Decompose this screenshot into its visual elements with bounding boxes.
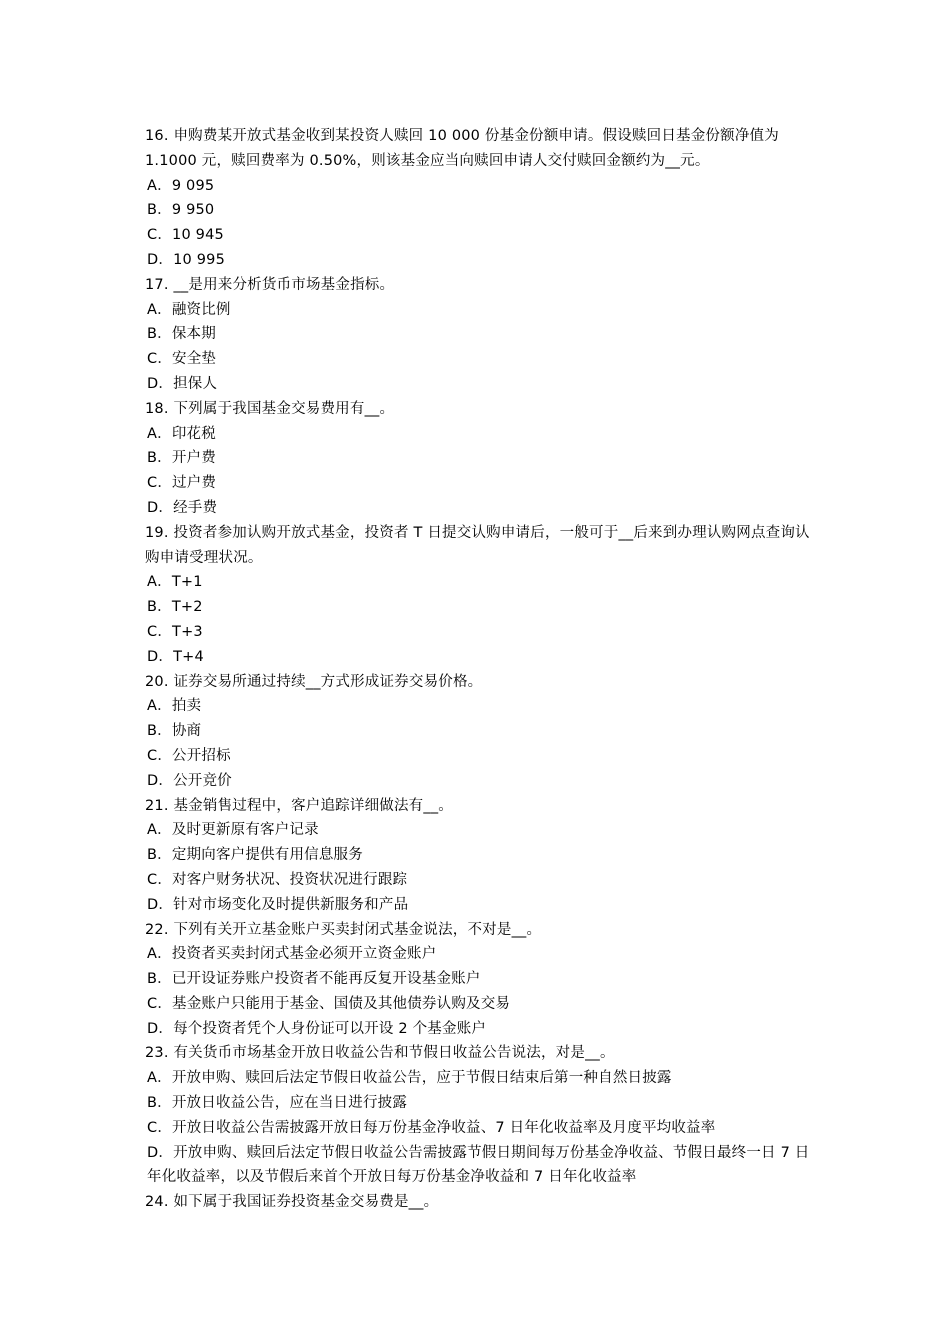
option-text: C．过户费: [147, 475, 217, 492]
option-text: B．协商: [147, 723, 202, 740]
option-text: C．基金账户只能用于基金、国债及其他债券认购及交易: [147, 995, 511, 1012]
option-text: C．对客户财务状况、投资状况进行跟踪: [147, 871, 408, 888]
question-text: 21. 基金销售过程中，客户追踪详细做法有__。: [145, 797, 453, 814]
option-text: B．保本期: [147, 326, 216, 343]
option-text: A．9 095: [147, 177, 215, 194]
option-text: A．开放申购、赎回后法定节假日收益公告，应于节假日结束后第一种自然日披露: [147, 1070, 672, 1087]
option-text: A．印花税: [147, 425, 216, 442]
option-text: B．T+2: [147, 599, 203, 616]
option-text: B．开放日收益公告，应在当日进行披露: [147, 1095, 408, 1112]
option-text: D．针对市场变化及时提供新服务和产品: [147, 896, 409, 913]
option-text: D．T+4: [147, 648, 204, 665]
option-text: B．定期向客户提供有用信息服务: [147, 847, 363, 864]
question-text: 19. 投资者参加认购开放式基金，投资者 T 日提交认购申请后，一般可于__后来到办理认购网点查询认购申请受理状况。: [145, 524, 810, 566]
option-text: B．开户费: [147, 450, 216, 467]
option-text: D．经手费: [147, 499, 218, 516]
question-text: 24. 如下属于我国证券投资基金交易费是__。: [145, 1194, 439, 1211]
option-text: D．每个投资者凭个人身份证可以开设 2 个基金账户: [147, 1020, 487, 1037]
option-text: A．融资比例: [147, 301, 231, 318]
option-text: C．公开招标: [147, 747, 231, 764]
option-text: C．安全垫: [147, 351, 217, 368]
question-text: 16. 申购费某开放式基金收到某投资人赎回 10 000 份基金份额申请。假设赎回日基金份额净值为 1.1000 元，赎回费率为 0.50%，则该基金应当向赎回申请人交付赎回金额约为__元。: [145, 128, 779, 169]
option-text: B．已开设证券账户投资者不能再反复开设基金账户: [147, 971, 481, 988]
option-text: C．10 945: [147, 227, 224, 244]
option-text: A．及时更新原有客户记录: [147, 822, 319, 839]
question-text: 18. 下列属于我国基金交易费用有__。: [145, 400, 395, 417]
option-text: A．投资者买卖封闭式基金必须开立资金账户: [147, 946, 437, 963]
question-text: 22. 下列有关开立基金账户买卖封闭式基金说法，不对是__。: [145, 921, 542, 938]
question-text: 20. 证券交易所通过持续__方式形成证券交易价格。: [145, 673, 483, 690]
question-list: [145, 124, 820, 1215]
option-text: C．T+3: [147, 623, 203, 640]
option-text: C．开放日收益公告需披露开放日每万份基金净收益、7 日年化收益率及月度平均收益率: [147, 1119, 716, 1136]
option-text: B．9 950: [147, 202, 215, 219]
question-text: 23. 有关货币市场基金开放日收益公告和节假日收益公告说法，对是__。: [145, 1045, 615, 1062]
question-text: 17. __是用来分析货币市场基金指标。: [145, 276, 395, 293]
option-text: D．担保人: [147, 375, 218, 392]
option-text: D．公开竞价: [147, 772, 232, 789]
option-text: D．10 995: [147, 251, 226, 268]
option-text: D．开放申购、赎回后法定节假日收益公告需披露节假日期间每万份基金净收益、节假日最终一日 7 日年化收益率，以及节假后来首个开放日每万份基金净收益和 7 日年化收益率: [147, 1144, 810, 1186]
option-text: A．拍卖: [147, 698, 202, 715]
option-text: A．T+1: [147, 574, 203, 591]
